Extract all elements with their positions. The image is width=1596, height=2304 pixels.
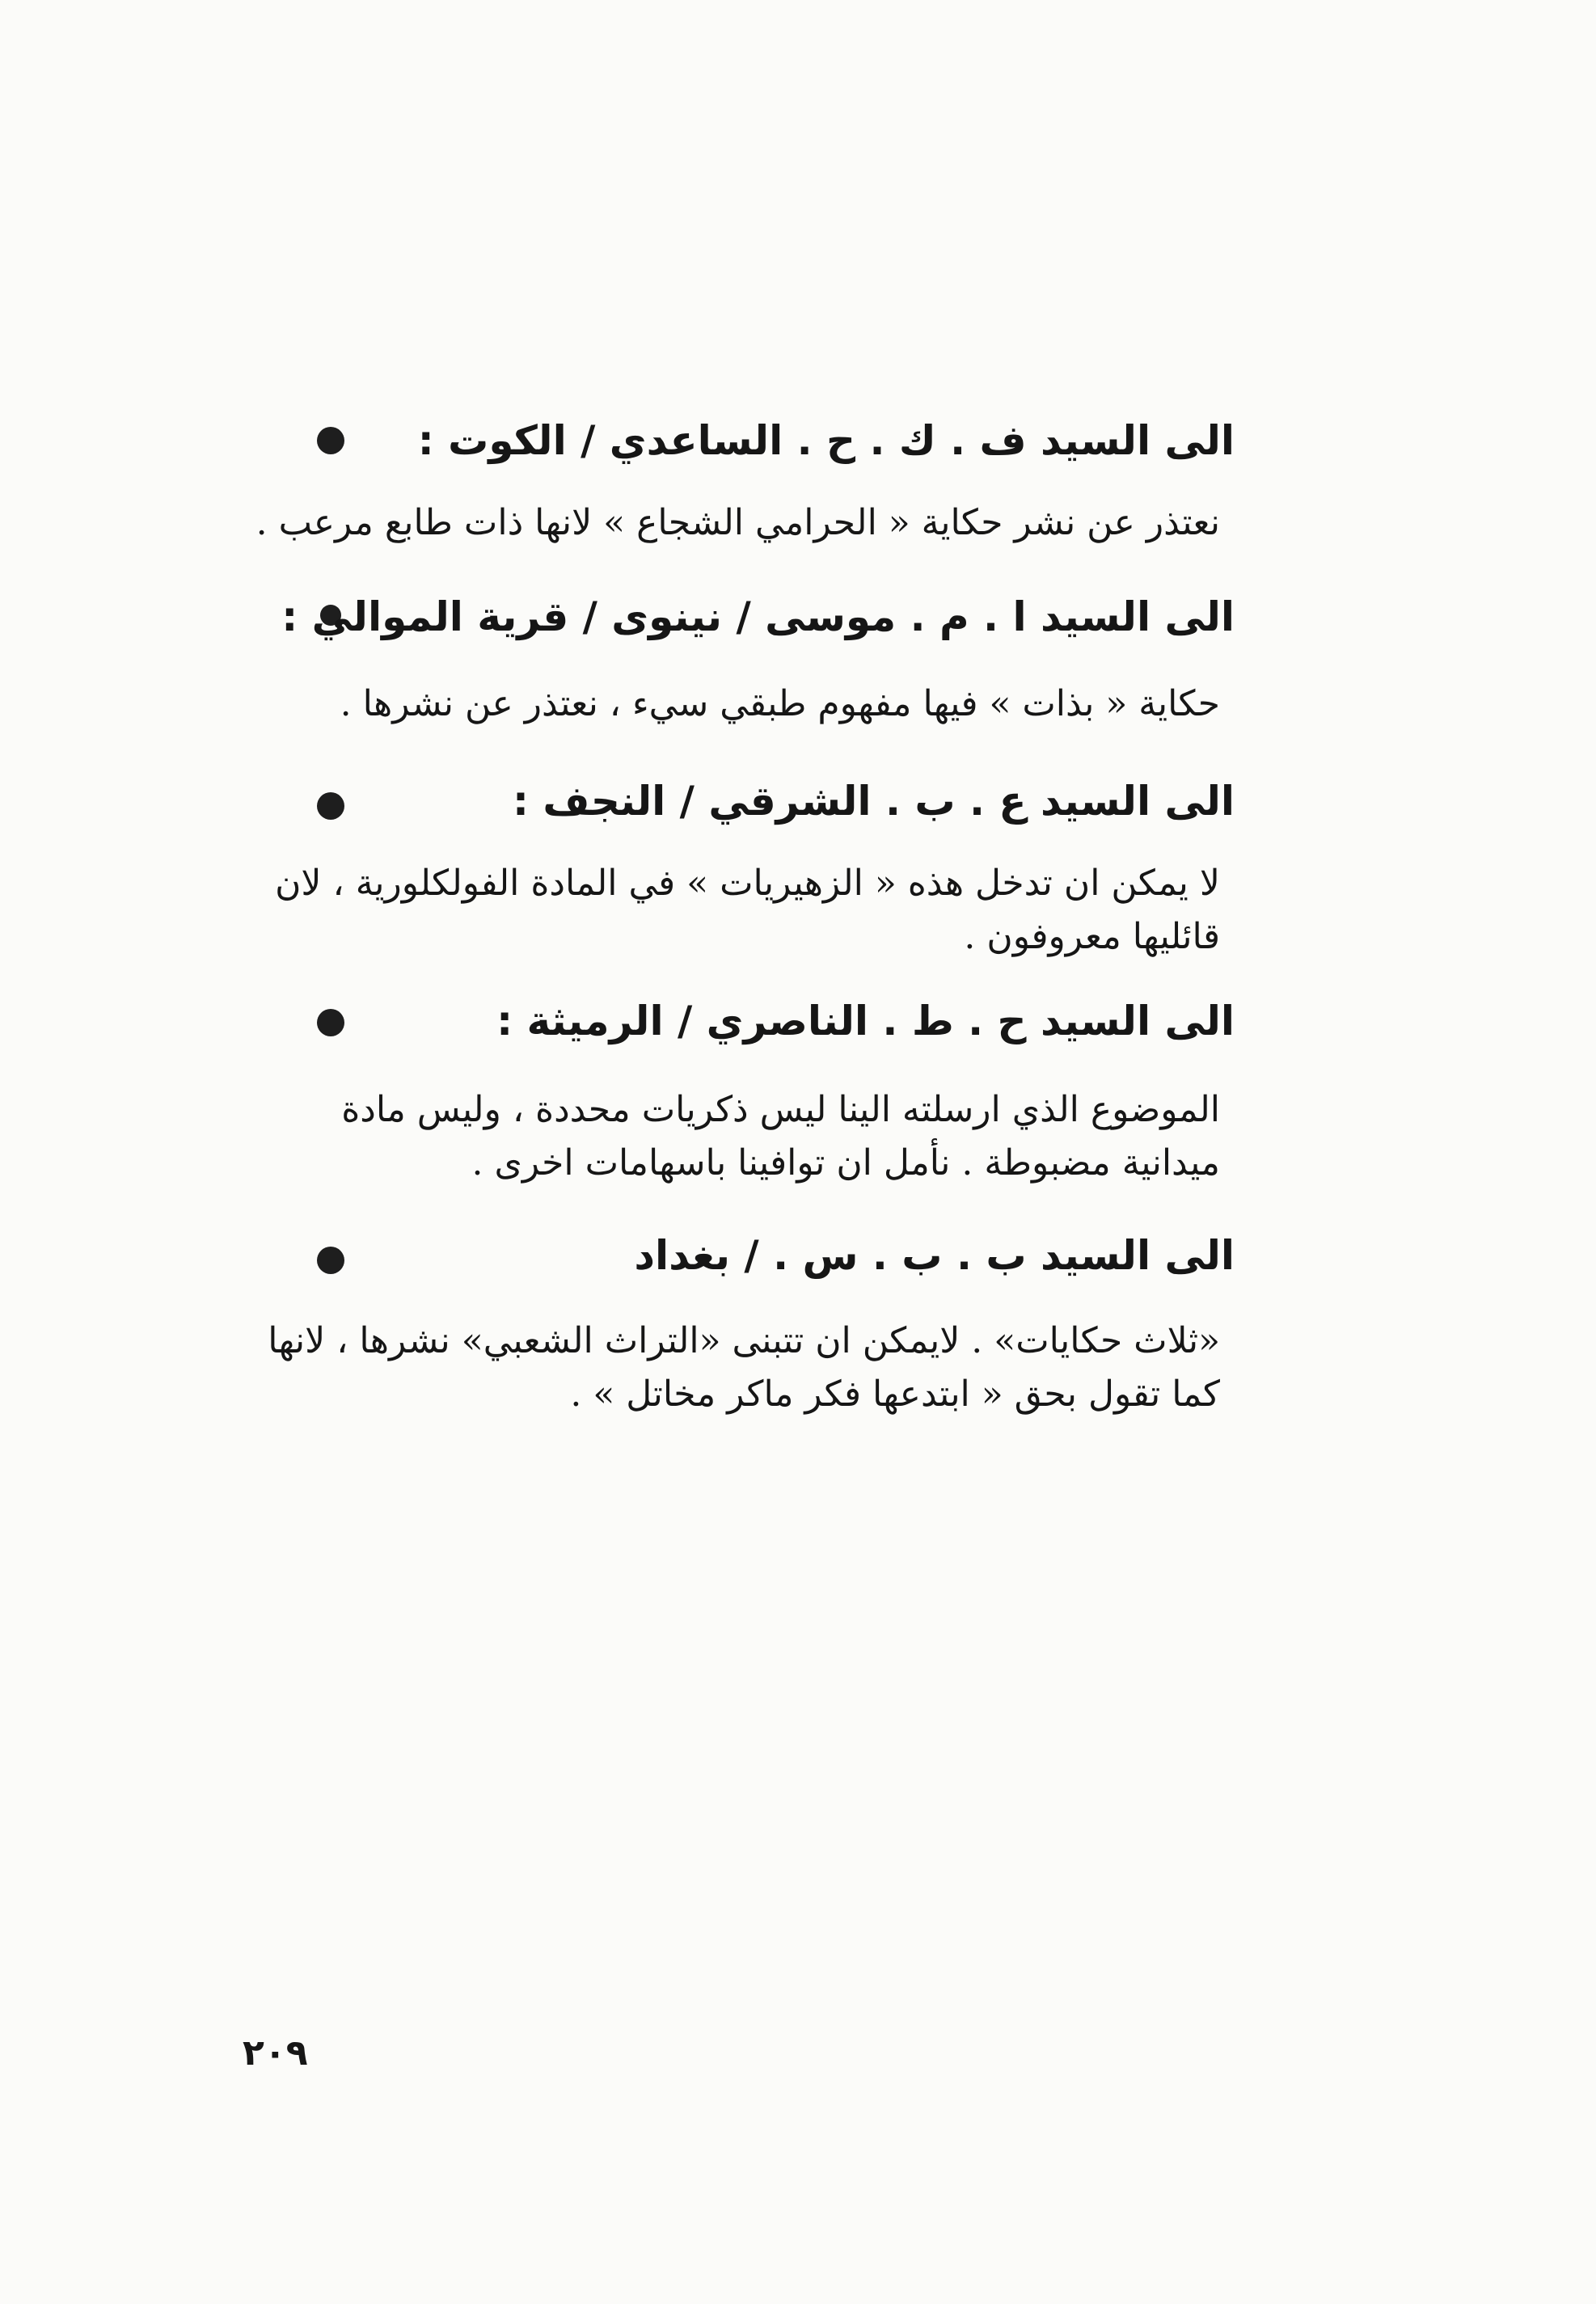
entry-heading-row [0,765,1596,838]
bullet-icon [317,792,344,820]
bullet-icon [317,1009,344,1036]
entry-body: لا يمكن ان تدخل هذه « الزهيريات » في المادة الفولكلورية ، لان قائليها معروفون . [275,863,1220,957]
entry-body: حكاية « بذات » فيها مفهوم طبقي سيء ، نعتذر عن نشرها . [340,683,1220,724]
entry-heading: الى السيد ف . ك . ح . الساعدي / الكوت : [417,417,1235,464]
entry-heading-row [0,580,1596,653]
entry-heading-row [0,985,1596,1057]
entry-body: «ثلاث حكايات» . لايمكن ان تتبنى «التراث الشعبي» نشرها ، لانها كما تقول بحق « ابتدعها فكر ماكر مخاتل » . [268,1320,1220,1415]
entry-heading: الى السيد ع . ب . الشرقي / النجف : [512,778,1235,825]
entry-body: الموضوع الذي ارسلته الينا ليس ذكريات محددة ، وليس مادة ميدانية مضبوطة . نأمل ان توافينا باسهامات اخرى . [341,1089,1220,1184]
entry-heading-row [0,404,1596,477]
bullet-icon [317,427,344,454]
entry-heading: الى السيد ح . ط . الناصري / الرميثة : [496,998,1235,1044]
bullet-icon [317,1247,344,1274]
entry-body: نعتذر عن نشر حكاية « الحرامي الشجاع » لانها ذات طابع مرعب . [255,502,1220,543]
entry-heading: الى السيد ا . م . موسى / نينوى / قرية الموالي : [281,593,1235,640]
entry-heading-row [0,1219,1596,1292]
page-number: ٢٠٩ [243,2032,308,2074]
entry-heading: الى السيد ب . ب . س . / بغداد [634,1232,1235,1279]
